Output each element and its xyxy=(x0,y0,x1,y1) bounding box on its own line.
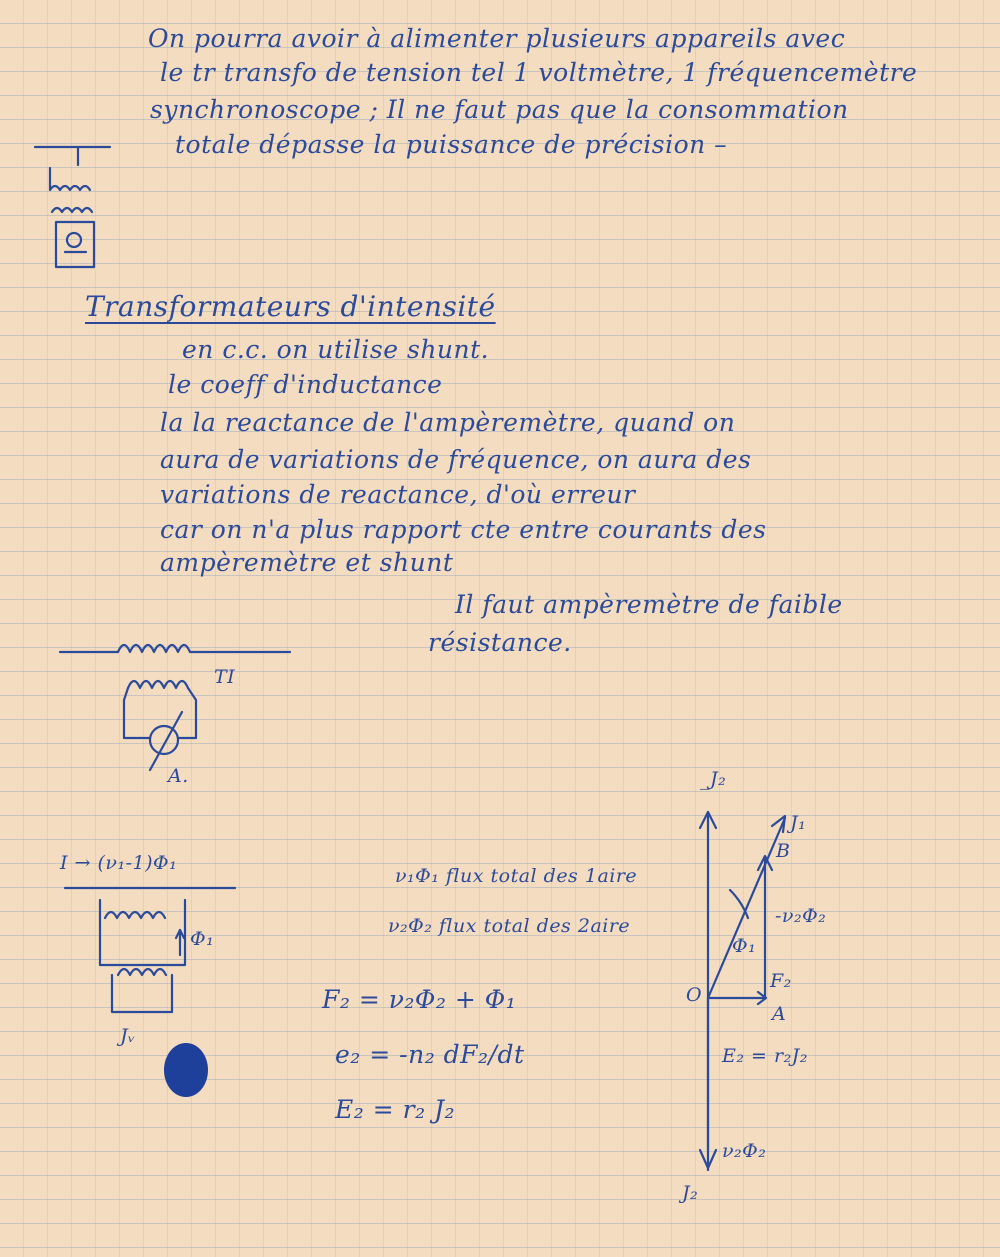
paragraph2-line2: le coeff d'inductance xyxy=(168,370,443,399)
flux-transformer-diagram xyxy=(65,888,235,1097)
equation-e2: e₂ = -n₂ dF₂/dt xyxy=(335,1040,525,1069)
vector-label-v2phi2: ν₂Φ₂ xyxy=(722,1140,767,1162)
vector-label-f2: F₂ xyxy=(770,970,792,992)
paragraph1-line4: totale dépasse la puissance de précision – xyxy=(175,130,728,159)
vector-label-a: A xyxy=(772,1003,787,1025)
paragraph3-line2: résistance. xyxy=(428,628,572,657)
section-title: Transformateurs d'intensité xyxy=(85,290,496,323)
paragraph1-line3: synchronoscope ; Il ne faut pas que la consommation xyxy=(150,95,849,124)
paragraph2-line7: ampèremètre et shunt xyxy=(160,548,454,577)
equation-E2: E₂ = r₂ J₂ xyxy=(335,1095,456,1124)
vector-label-e2: E₂ = r₂J₂ xyxy=(722,1045,808,1067)
paragraph2-line6: car on n'a plus rapport cte entre courants des xyxy=(160,515,767,544)
paragraph2-line5: variations de reactance, d'où erreur xyxy=(160,480,636,509)
paragraph2-line3: la la reactance de l'ampèremètre, quand on xyxy=(160,408,736,437)
voltage-transformer-sketch xyxy=(35,147,110,267)
phi1-side-label: Φ₁ xyxy=(190,928,215,950)
current-flux-label: I → (ν₁-1)Φ₁ xyxy=(60,852,178,874)
vector-label-v2phi2-neg: -ν₂Φ₂ xyxy=(775,905,827,927)
flux-note-1: ν₁Φ₁ flux total des 1aire xyxy=(395,865,638,887)
current-transformer-diagram xyxy=(60,645,290,770)
vector-label-phi1: Φ₁ xyxy=(732,935,757,957)
paragraph1-line2: le tr transfo de tension tel 1 voltmètre, 1 fréquencemètre xyxy=(160,58,918,87)
paragraph3-line1: Il faut ampèremètre de faible xyxy=(455,590,843,619)
paragraph1-line1: On pourra avoir à alimenter plusieurs appareils avec xyxy=(148,24,846,53)
jv-label: Jᵥ xyxy=(120,1025,136,1047)
vector-label-o: O xyxy=(686,984,703,1006)
flux-note-2: ν₂Φ₂ flux total des 2aire xyxy=(388,915,631,937)
equation-f2: F₂ = ν₂Φ₂ + Φ₁ xyxy=(322,985,517,1014)
paragraph2-line4: aura de variations de fréquence, on aura des xyxy=(160,445,752,474)
vector-label-j1: J₁ xyxy=(790,812,807,834)
vector-label-j2-top: _J₂ xyxy=(700,768,727,790)
ti-label: TI xyxy=(214,666,236,688)
ammeter-label: A. xyxy=(168,765,189,787)
paragraph2-line1: en c.c. on utilise shunt. xyxy=(182,335,490,364)
vector-label-j2-bottom: J₂ xyxy=(682,1182,699,1204)
vector-label-b: B xyxy=(776,840,791,862)
